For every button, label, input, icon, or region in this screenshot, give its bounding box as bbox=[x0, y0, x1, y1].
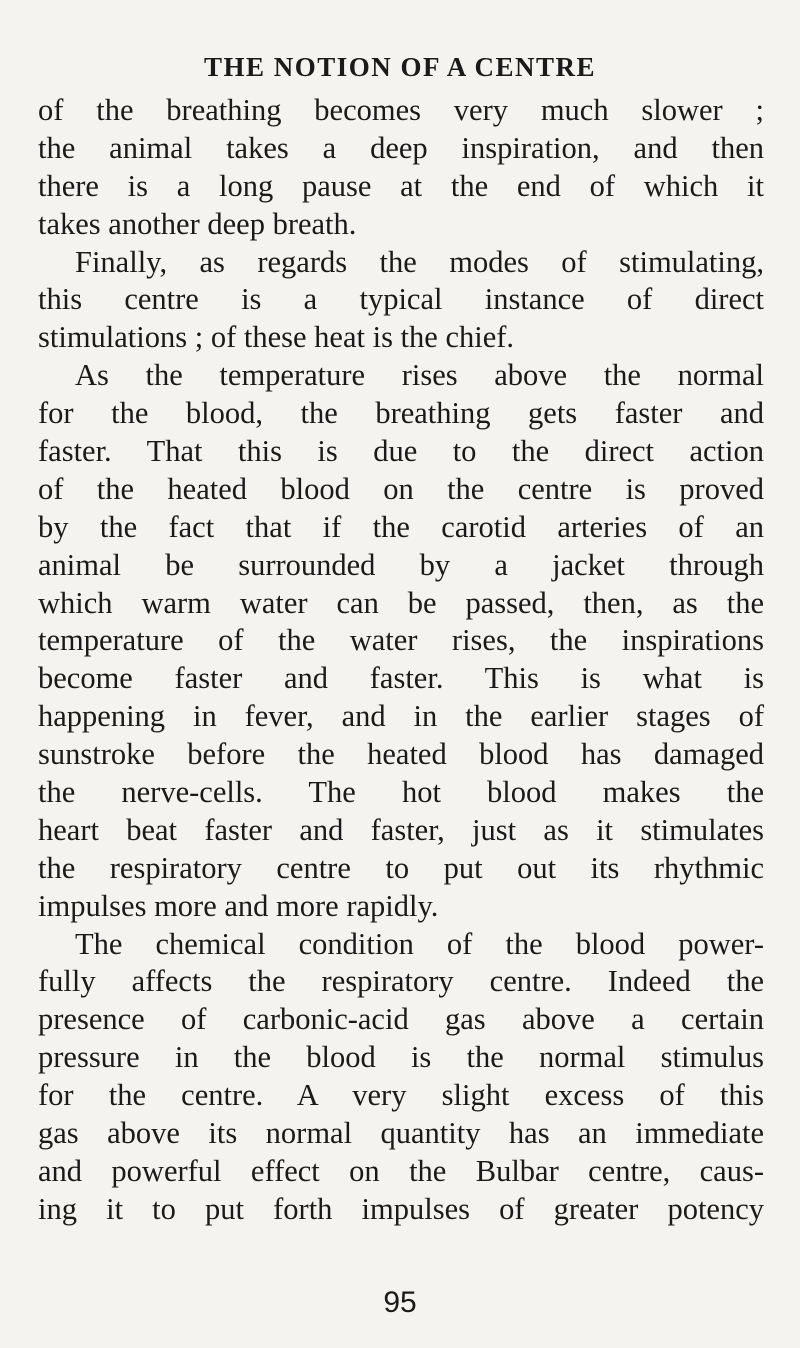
text-line: pressure in the blood is the normal stimulus bbox=[38, 1040, 764, 1075]
text-line: and powerful effect on the Bulbar centre, caus- bbox=[38, 1153, 764, 1188]
text-line: sunstroke before the heated blood has damaged bbox=[38, 737, 764, 772]
text-line: impulses more and more rapidly. bbox=[38, 888, 439, 923]
page-number: 95 bbox=[383, 1286, 417, 1319]
text-line: stimulations ; of these heat is the chief. bbox=[38, 320, 515, 355]
text-line: ing it to put forth impulses of greater potency bbox=[38, 1191, 764, 1226]
text-line: faster. That this is due to the direct action bbox=[38, 434, 764, 469]
paragraph bbox=[38, 244, 764, 358]
text-line: this centre is a typical instance of direct bbox=[38, 282, 764, 317]
text-line: by the fact that if the carotid arteries of an bbox=[38, 509, 764, 544]
text-line: which warm water can be passed, then, as the bbox=[38, 585, 764, 620]
text-line: there is a long pause at the end of which it bbox=[38, 168, 764, 203]
text-line: happening in fever, and in the earlier stages of bbox=[38, 699, 764, 734]
body-text bbox=[38, 92, 764, 1229]
text-line: the respiratory centre to put out its rhythmic bbox=[38, 850, 764, 885]
text-line: gas above its normal quantity has an immediate bbox=[38, 1116, 764, 1151]
text-line: for the centre. A very slight excess of this bbox=[38, 1078, 764, 1113]
text-line: The chemical condition of the blood power- bbox=[75, 926, 764, 961]
text-line: animal be surrounded by a jacket through bbox=[38, 547, 764, 582]
text-line: As the temperature rises above the normal bbox=[75, 358, 764, 393]
paragraph bbox=[38, 926, 764, 1229]
text-line: heart beat faster and faster, just as it stimulates bbox=[38, 812, 764, 847]
text-line: takes another deep breath. bbox=[38, 206, 357, 241]
text-line: the nerve-cells. The hot blood makes the bbox=[38, 775, 764, 810]
paragraph bbox=[38, 357, 764, 925]
text-line: presence of carbonic-acid gas above a certain bbox=[38, 1002, 764, 1037]
text-line: of the heated blood on the centre is proved bbox=[38, 471, 764, 506]
text-line: fully affects the respiratory centre. Indeed the bbox=[38, 964, 764, 999]
text-line: become faster and faster. This is what is bbox=[38, 661, 764, 696]
paragraph bbox=[38, 92, 764, 244]
text-line: temperature of the water rises, the inspirations bbox=[38, 623, 764, 658]
running-head: THE NOTION OF A CENTRE bbox=[203, 52, 597, 82]
text-line: for the blood, the breathing gets faster and bbox=[38, 396, 764, 431]
text-line: Finally, as regards the modes of stimulating, bbox=[75, 244, 764, 279]
text-line: the animal takes a deep inspiration, and then bbox=[38, 130, 764, 165]
text-line: of the breathing becomes very much slower ; bbox=[38, 93, 764, 127]
